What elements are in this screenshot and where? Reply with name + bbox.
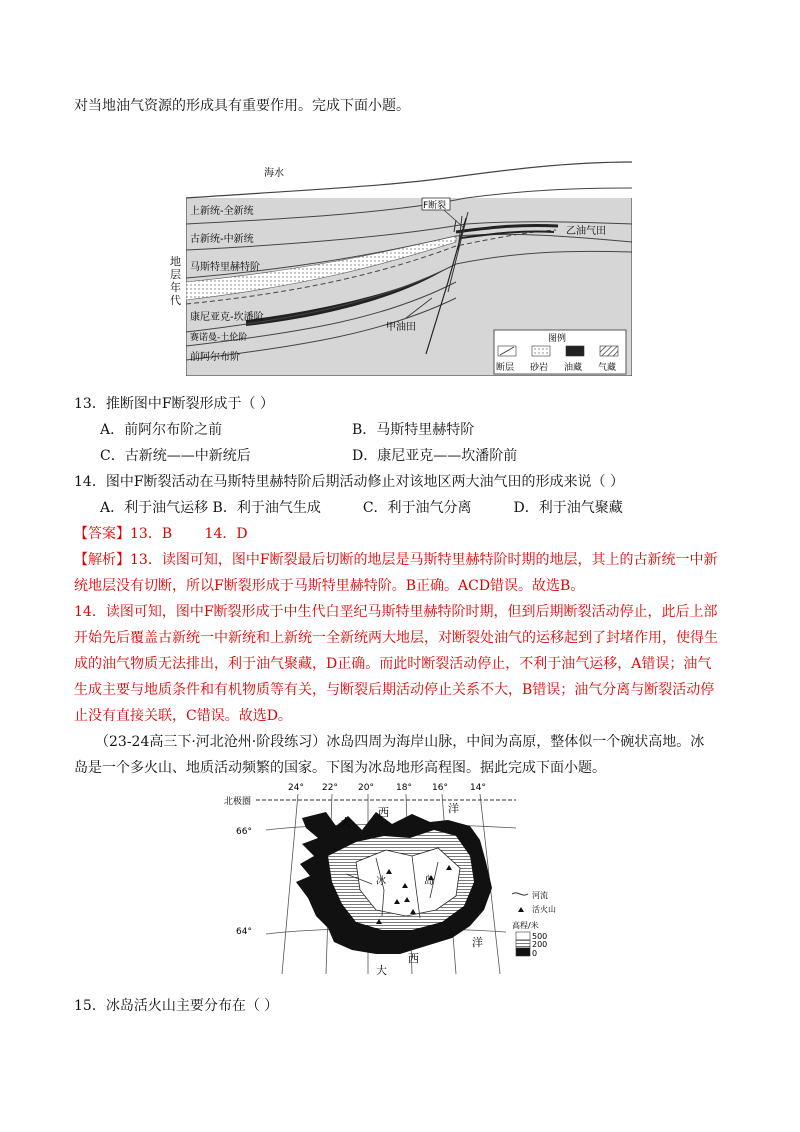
label-oil-field: 甲油田 xyxy=(386,322,416,333)
lon-20: 20° xyxy=(358,783,374,793)
label-paleocene-miocene: 古新统-中新统 xyxy=(190,234,254,245)
q13-option-d[interactable]: D．康尼亚克——坎潘阶前 xyxy=(352,448,518,464)
q13-stem: 13．推断图中F断裂形成于（ ） xyxy=(74,396,274,412)
axis-label-stratum-age: 地 层 年 代 xyxy=(170,256,181,307)
lat-66: 66° xyxy=(236,827,252,837)
label-sea: 海水 xyxy=(264,168,284,179)
legend-elev-200: 200 xyxy=(532,940,548,949)
ocean-south-2: 西 xyxy=(408,952,419,965)
analysis-line-2: 统地层没有切断，所以F断裂形成于马斯特里赫特阶。B正确。ACD错误。故选B。 xyxy=(74,578,585,594)
label-coniacian-campanian: 康尼亚克-坎潘阶 xyxy=(190,312,264,323)
ocean-south-1: 大 xyxy=(376,964,387,977)
intro-text: 对当地油气资源的形成具有重要作用。完成下面小题。 xyxy=(74,98,410,114)
ocean-north-1: 大 xyxy=(340,816,351,829)
legend-title: 图例 xyxy=(548,334,567,344)
lon-24: 24° xyxy=(288,783,304,793)
legend-elevation-title: 高程/米 xyxy=(512,921,539,930)
lon-22: 22° xyxy=(322,783,338,793)
label-gas-field: 乙油气田 xyxy=(566,226,606,237)
map-legend xyxy=(512,890,556,958)
legend-elev-0: 0 xyxy=(532,949,538,958)
island-label-2: 岛 xyxy=(424,876,434,887)
analysis-line-6: 生成主要与地质条件和有机物质等有关，与断裂后期活动停止关系不大，B错误；油气分离与断裂活动停 xyxy=(74,682,715,698)
legend-box xyxy=(494,330,626,374)
iceland-elevation-map xyxy=(216,778,556,982)
arctic-circle-label: 北极圈 xyxy=(224,797,252,807)
analysis-line-1: 【解析】13．读图可知，图中F断裂最后切断的地层是马斯特里赫特阶时期的地层，其上的古新统一中新 xyxy=(74,552,718,568)
label-cenomanian-turonian: 赛诺曼-土伦阶 xyxy=(190,333,248,343)
analysis-line-5: 成的油气物质无法排出，利于油气聚藏，D正确。而此时断裂活动停止，不利于油气运移，A错误；油气 xyxy=(74,656,712,672)
geologic-section-figure xyxy=(186,132,632,376)
passage-line-2: 岛是一个多火山、地质活动频繁的国家。下图为冰岛地形高程图。据此完成下面小题。 xyxy=(74,760,606,776)
legend-volcano: 活火山 xyxy=(532,905,556,914)
legend-gas: 气藏 xyxy=(598,363,617,373)
lon-16: 16° xyxy=(432,783,448,793)
q13-option-b[interactable]: B．马斯特里赫特阶 xyxy=(352,422,475,438)
lon-18: 18° xyxy=(396,783,412,793)
ocean-south-3: 洋 xyxy=(472,936,483,949)
legend-oil: 油藏 xyxy=(564,363,583,373)
lat-64: 64° xyxy=(236,927,252,937)
legend-fault: 断层 xyxy=(496,363,515,373)
island-label-1: 冰 xyxy=(376,876,386,887)
ocean-north-2: 西 xyxy=(378,806,389,819)
legend-river: 河流 xyxy=(532,891,548,900)
q15-stem: 15．冰岛活火山主要分布在（ ） xyxy=(74,998,279,1014)
label-maastrichtian: 马斯特里赫特阶 xyxy=(190,262,260,273)
analysis-line-4: 开始先后覆盖古新统一中新统和上新统一全新统两大地层，对断裂处油气的运移起到了封堵作用，使得生 xyxy=(74,630,718,646)
answer-line: 【答案】13．B 14．D xyxy=(74,526,248,542)
label-pre-albian: 前阿尔布阶 xyxy=(190,352,240,363)
q14-stem: 14．图中F断裂活动在马斯特里赫特阶后期活动修止对该地区两大油气田的形成来说（ ） xyxy=(74,474,624,490)
q14-options[interactable]: A．利于油气运移 B．利于油气生成 C．利于油气分离 D．利于油气聚藏 xyxy=(100,500,623,516)
legend-sandstone: 砂岩 xyxy=(530,363,549,373)
ocean-north-3: 洋 xyxy=(448,802,459,815)
q13-option-a[interactable]: A．前阿尔布阶之前 xyxy=(100,422,223,438)
analysis-line-3: 14．读图可知，图中F断裂形成于中生代白垩纪马斯特里赫特阶时期，但到后期断裂活动停止，此后上部 xyxy=(74,604,718,620)
legend-elev-500: 500 xyxy=(532,932,548,941)
label-pliocene-holocene: 上新统-全新统 xyxy=(190,206,254,217)
q13-option-c[interactable]: C．古新统——中新统后 xyxy=(100,448,251,464)
label-fault: F断裂 xyxy=(423,201,447,211)
analysis-line-7: 止没有直接关联，C错误。故选D。 xyxy=(74,708,292,724)
lon-14: 14° xyxy=(470,783,486,793)
passage-line-1: （23-24高三下·河北沧州·阶段练习）冰岛四周为海岸山脉，中间为高原，整体似一个碗状高地。冰 xyxy=(74,734,705,750)
